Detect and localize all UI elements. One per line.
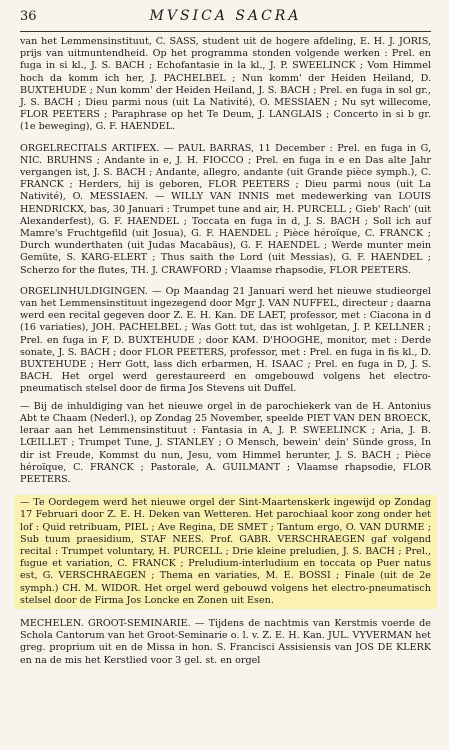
paragraph-orgelinhuldigingen: ORGELINHULDIGINGEN. — Op Maandag 21 Januari werd het nieuwe studieorgel van het Lemmensinstituut ingezegend door Mgr J. VAN NUFFEL, directeur ; daarna werd een recital gegeven door Z. E. H. Kan. DE LAET, professor, met : Ciacona in d (16 variaties), JOH. PACHELBEL ; Was Gott tut, das ist wohlgetan, J. P. KELLNER ; Prel. en fuga in F, D. BUXTEHUDE ; door KAM. D'HOOGHE, monitor, met : Derde sonate, J. S. BACH ; door FLOR PEETERS, professor, met : Prel. en fuga in fis kl., D. BUXTEHUDE ; Herr Gott, lass dich erbarmen, H. ISAAC ; Prel. en fuga in D, J. S. BACH. Het orgel werd gerestaureerd en omgebouwd volgens het electro-pneumatisch stelsel door de firma Jos Stevens uit Duffel. (20, 285, 431, 395)
paragraph-chaam: — Bij de inhuldiging van het nieuwe orgel in de parochiekerk van de H. Antonius Abt te Chaam (Nederl.), op Zondag 25 November, speelde PIET VAN DEN BROECK, leraar aan het Lemmensinstituut : Fantasia in A, J. P. SWEELINCK ; Aria, J. B. LŒILLET ; Trumpet Tune, J. STANLEY ; O Mensch, bewein' dein' Sünde gross, In dir ist Freude, Kommst du nun, Jesu, vom Himmel herunter, J. S. BACH ; Pièce héroïque, C. FRANCK ; Pastorale, A. GUILMANT ; Vlaamse rhapsodie, FLOR PEETERS. (20, 400, 431, 485)
paragraph-mechelen: MECHELEN. GROOT-SEMINARIE. — Tijdens de nachtmis van Kerstmis voerde de Schola Cantorum van het Groot-Seminarie o. l. v. Z. E. H. Kan. JUL. VYVERMAN het greg. proprium uit en de Missa in hon. S. Francisci Assisiensis van JOS DE KLERK en na de mis het Kerstlied voor 3 gel. st. en orgel (20, 617, 431, 666)
page-header (20, 8, 431, 30)
paragraph-orgelrecitals: ORGELRECITALS ARTIFEX. — PAUL BARRAS, 11 December : Prel. en fuga in G, NIC. BRUHNS ; Andante in e, J. H. FIOCCO ; Prel. en fuga in e en Das alte Jahr vergangen ist, J. S. BACH ; Andante, allegro, andante (uit Grande pièce symph.), C. FRANCK ; Herders, hij is geboren, FLOR PEETERS ; Dieu parmi nous (uit La Nativité), O. MESSIAEN. — WILLY VAN INNIS met medewerking van LOUIS HENDRICKX, bas, 30 Januari : Trumpet tune and air, H. PURCELL ; Gieb' Rach' (uit Alexanderfest), G. F. HAENDEL ; Toccata en fuga in d, J. S. BACH ; Soll ich auf Mamre's Fruchtgefild (uit Josua), G. F. HAENDEL ; Pièce héroïque, C. FRANCK ; Durch wunderthaten (uit Judas Macabäus), G. F. HAENDEL ; Werde munter mein Gemüte, S. KARG-ELERT ; Thus saith the Lord (uit Messias), G. F. HAENDEL ; Scherzo for the flutes, TH. J. CRAWFORD ; Vlaamse rhapsodie, FLOR PEETERS. (20, 142, 431, 276)
page-number: 36 (20, 9, 37, 24)
header-rule (20, 31, 431, 32)
paragraph-lemmens: van het Lemmensinstituut, C. SASS, student uit de hogere afdeling, E. H. J. JORIS, prijs van uitmuntendheid. Op het programma stonden volgende werken : Prel. en fuga in si kl., J. S. BACH ; Echofantasie in la kl., J. P. SWEELINCK ; Vom Himmel hoch da komm ich her, J. PACHELBEL ; Nun komm' der Heiden Heiland, D. BUXTEHUDE ; Nun komm' der Heiden Heiland, J. S. BACH ; Prel. en fuga in sol gr., J. S. BACH ; Dieu parmi nous (uit La Nativité), O. MESSIAEN ; Nu syt willecome, FLOR PEETERS ; Paraphrase op het Te Deum, J. LANGLAIS ; Concerto in si b gr. (1e beweging), G. F. HAENDEL. (20, 36, 431, 133)
paragraph-oordegem-highlighted: — Te Oordegem werd het nieuwe orgel der Sint-Maartenskerk ingewijd op Zondag 17 Februari door Z. E. H. Deken van Wetteren. Het parochiaal koor zong onder het lof : Quid retribuam, PIEL ; Ave Regina, DE SMET ; Tantum ergo, O. VAN DURME ; Sub tuum praesidium, STAF NEES. Prof. GABR. VERSCHRAEGEN gaf volgend recital : Trumpet voluntary, H. PURCELL ; Drie kleine preludien, J. S. BACH ; Prel., fugue et variation, C. FRANCK ; Preludium-interludium en toccata op Puer natus est, G. VERSCHRAEGEN ; Thema en variaties, M. E. BOSSI ; Finale (uit de 2e symph.) CH. M. WIDOR. Het orgel werd gebouwd volgens het electro-pneumatisch stelsel door de Firma Jos Loncke en Zonen uit Esen. (14, 495, 437, 609)
running-title: MVSICA SACRA (149, 8, 302, 24)
